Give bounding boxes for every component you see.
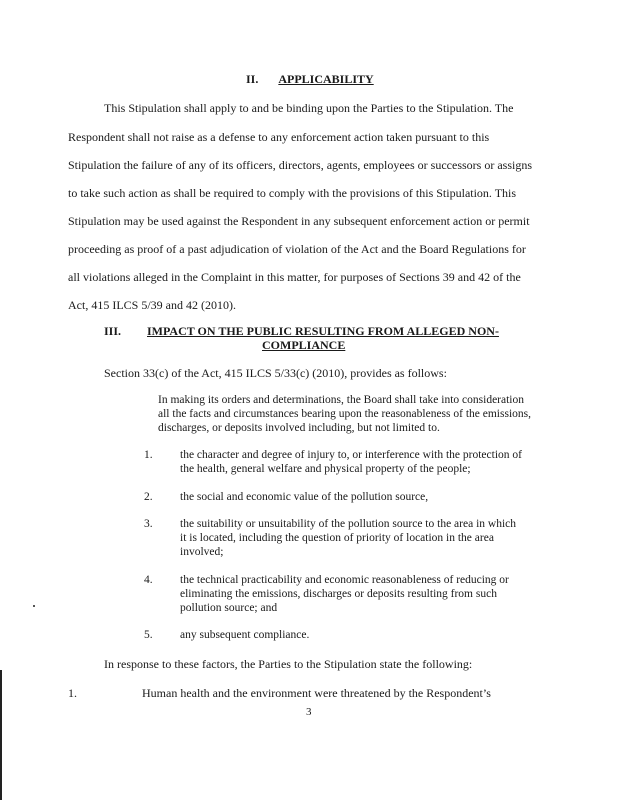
factor-text: the social and economic value of the pollution source, bbox=[180, 491, 429, 503]
factor-text: the health, general welfare and physical property of the people; bbox=[180, 463, 471, 475]
paragraph-line: This Stipulation shall apply to and be binding upon the Parties to the Stipulation. The bbox=[104, 101, 514, 115]
factor-number: 5. bbox=[144, 629, 153, 641]
section-intro: Section 33(c) of the Act, 415 ILCS 5/33(c) (2010), provides as follows: bbox=[104, 366, 447, 380]
quote-line: discharges, or deposits involved including, but not limited to. bbox=[158, 422, 440, 434]
factor-text: the character and degree of injury to, or interference with the protection of bbox=[180, 449, 522, 461]
factor-text: it is located, including the question of priority of location in the area bbox=[180, 532, 494, 544]
response-intro: In response to these factors, the Parties to the Stipulation state the following: bbox=[104, 657, 473, 671]
factor-text: pollution source; and bbox=[180, 602, 278, 614]
paragraph-line: proceeding as proof of a past adjudication of violation of the Act and the Board Regulations for bbox=[68, 242, 526, 256]
factor-text: the technical practicability and economic reasonableness of reducing or bbox=[180, 574, 509, 586]
list-item-text: Human health and the environment were threatened by the Respondent’s bbox=[142, 686, 491, 700]
paragraph-line: Respondent shall not raise as a defense to any enforcement action taken pursuant to this bbox=[68, 130, 490, 144]
list-item-number: 1. bbox=[68, 686, 77, 700]
section-heading-impact bbox=[104, 324, 499, 339]
paragraph-line: Stipulation the failure of any of its officers, directors, agents, employees or successors or assigns bbox=[68, 158, 532, 172]
scan-speck bbox=[33, 605, 35, 607]
section-number: II. bbox=[246, 72, 259, 86]
factor-text: eliminating the emissions, discharges or deposits resulting from such bbox=[180, 588, 497, 600]
paragraph-line: Stipulation may be used against the Respondent in any subsequent enforcement action or permit bbox=[68, 214, 530, 228]
section-number: III. bbox=[104, 324, 122, 338]
paragraph-line: to take such action as shall be required to comply with the provisions of this Stipulation. This bbox=[68, 186, 517, 200]
factor-text: any subsequent compliance. bbox=[180, 629, 310, 641]
quote-line: In making its orders and determinations, the Board shall take into consideration bbox=[158, 394, 524, 406]
factor-text: the suitability or unsuitability of the pollution source to the area in which bbox=[180, 518, 516, 530]
quote-line: all the facts and circumstances bearing upon the reasonableness of the emissions, bbox=[158, 408, 531, 420]
section-title-line2: COMPLIANCE bbox=[262, 338, 346, 352]
factor-text: involved; bbox=[180, 546, 224, 558]
factor-number: 1. bbox=[144, 449, 153, 461]
factor-number: 2. bbox=[144, 491, 153, 503]
section-heading-applicability bbox=[246, 72, 374, 87]
factor-number: 3. bbox=[144, 518, 153, 530]
section-title: APPLICABILITY bbox=[278, 72, 374, 86]
paragraph-line: all violations alleged in the Complaint in this matter, for purposes of Sections 39 and 42 of the bbox=[68, 270, 521, 284]
factor-number: 4. bbox=[144, 574, 153, 586]
paragraph-line: Act, 415 ILCS 5/39 and 42 (2010). bbox=[68, 298, 236, 312]
page-number: 3 bbox=[306, 706, 312, 718]
section-title-line1: IMPACT ON THE PUBLIC RESULTING FROM ALLEGED NON- bbox=[147, 324, 499, 338]
section-heading-impact-cont bbox=[262, 338, 345, 353]
scan-edge-bar bbox=[0, 670, 2, 800]
